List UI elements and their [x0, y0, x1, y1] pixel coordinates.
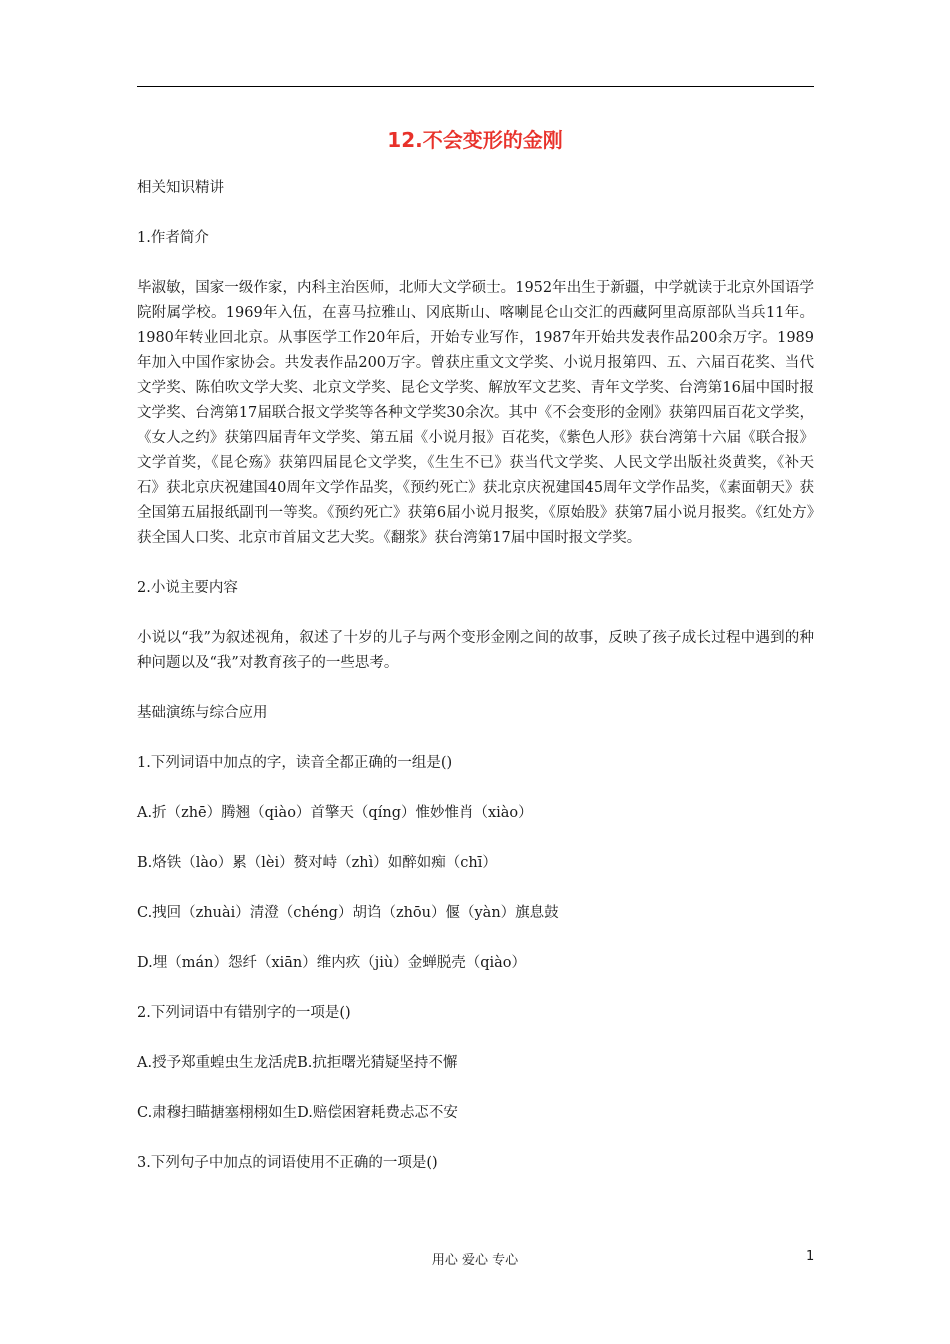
question-3: 3.下列句子中加点的词语使用不正确的一项是() [137, 1155, 438, 1171]
question-1-option-a: A.折（zhē）腾翘（qiào）首擎天（qíng）惟妙惟肖（xiào） [137, 805, 533, 821]
question-1-option-c: C.拽回（zhuài）清澄（chéng）胡诌（zhōu）偃（yàn）旗息鼓 [137, 905, 559, 921]
document-title: 12.不会变形的金刚 [387, 128, 563, 152]
section-heading: 相关知识精讲 [137, 180, 224, 196]
section-heading: 基础演练与综合应用 [137, 705, 268, 721]
author-bio-paragraph: 毕淑敏，国家一级作家，内科主治医师，北师大文学硕士。1952年出生于新疆，中学就读于北京外国语学院附属学校。1969年入伍，在喜马拉雅山、冈底斯山、喀喇昆仑山交汇的西藏阿里高原部队当兵11年。1980年转业回北京。从事医学工作20年后，开始专业写作，1987年开始共发表作品200余万字。1989年加入中国作家协会。共发表作品200万字。曾获庄重文文学奖、小说月报第四、五、六届百花奖、当代文学奖、陈伯吹文学大奖、北京文学奖、昆仑文学奖、解放军文艺奖、青年文学奖、台湾第16届中国时报文学奖、台湾第17届联合报文学奖等各种文学奖30余次。其中《不会变形的金刚》获第四届百花文学奖，《女人之约》获第四届青年文学奖、第五届《小说月报》百花奖，《紫色人形》获台湾第十六届《联合报》文学首奖，《昆仑殇》获第四届昆仑文学奖，《生生不已》获当代文学奖、人民文学出版社炎黄奖，《补天石》获北京庆祝建国40周年文学作品奖，《预约死亡》获北京庆祝建国45周年文学作品奖，《素面朝天》获全国第五届报纸副刊一等奖。《预约死亡》获第6届小说月报奖，《原始股》获第7届小说月报奖。《红处方》获全国人口奖、北京市首届文艺大奖。《翻浆》获台湾第17届中国时报文学奖。 [137, 280, 814, 546]
document-body [137, 176, 814, 1201]
question-2-options-cd: C.肃穆扫瞄搪塞栩栩如生D.赔偿困窘耗费忐忑不安 [137, 1105, 458, 1121]
question-1: 1.下列词语中加点的字，读音全都正确的一组是() [137, 755, 453, 771]
footer-slogan: 用心 爱心 专心 [431, 1253, 519, 1268]
page-number: 1 [806, 1249, 815, 1264]
question-2: 2.下列词语中有错别字的一项是() [137, 1005, 351, 1021]
question-1-option-b: B.烙铁（lào）累（lèi）赘对峙（zhì）如醉如痴（chī） [137, 855, 497, 871]
subsection-heading: 2.小说主要内容 [137, 580, 238, 596]
question-1-option-d: D.埋（mán）怨纤（xiān）维内疚（jiù）金蝉脱壳（qiào） [137, 955, 527, 971]
question-2-options-ab: A.授予郑重蝗虫生龙活虎B.抗拒曙光猜疑坚持不懈 [137, 1055, 458, 1071]
subsection-heading: 1.作者简介 [137, 230, 209, 246]
summary-paragraph: 小说以“我”为叙述视角，叙述了十岁的儿子与两个变形金刚之间的故事，反映了孩子成长过程中遇到的种种问题以及“我”对教育孩子的一些思考。 [137, 630, 814, 671]
header-rule [137, 86, 814, 87]
